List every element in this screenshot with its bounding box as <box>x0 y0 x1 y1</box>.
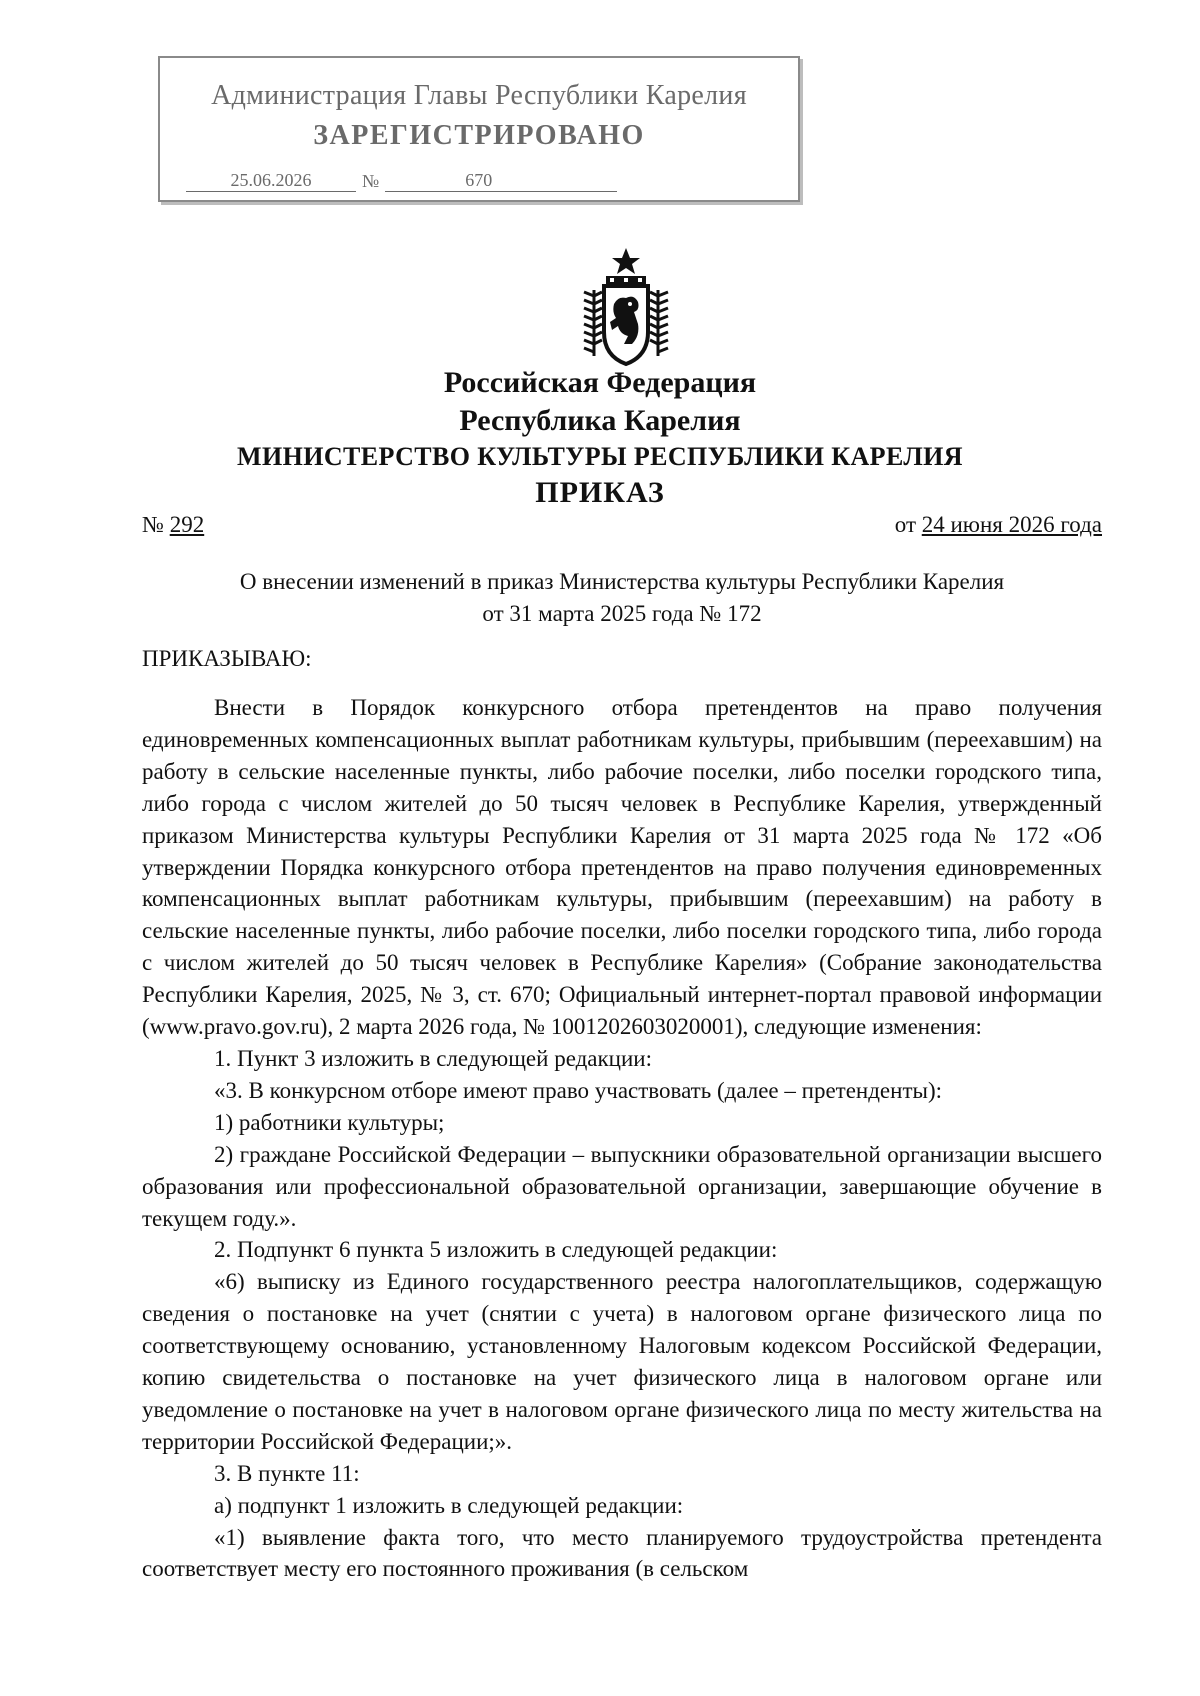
subject-line-2: от 31 марта 2025 года № 172 <box>482 601 762 626</box>
paragraph: 2. Подпункт 6 пункта 5 изложить в следующей редакции: <box>214 1237 778 1263</box>
paragraph: а) подпункт 1 изложить в следующей редакции: <box>214 1492 684 1518</box>
paragraph: 1) работники культуры; <box>214 1109 445 1135</box>
order-subject <box>142 566 1102 630</box>
stamp-status: ЗАРЕГИСТРИРОВАНО <box>313 120 645 151</box>
order-body <box>142 692 1102 1585</box>
stamp-registration-line <box>186 170 617 192</box>
subject-line-1: О внесении изменений в приказ Министерства культуры Республики Карелия <box>239 569 1005 594</box>
karelia-coat-of-arms-icon <box>580 246 672 370</box>
stamp-organization: Администрация Главы Республики Карелия <box>211 80 747 111</box>
stamp-number-label: № <box>362 171 380 191</box>
paragraph: 1. Пункт 3 изложить в следующей редакции: <box>214 1045 652 1071</box>
stamp-number: 670 <box>385 170 617 192</box>
ministry-heading: МИНИСТЕРСТВО КУЛЬТУРЫ РЕСПУБЛИКИ КАРЕЛИЯ <box>237 442 963 471</box>
paragraph: «1) выявление факта того, что место планируемого трудоустройства претендента соответствует месту его постоянного проживания (в сельском <box>142 1524 1102 1582</box>
stamp-date: 25.06.2026 <box>186 170 356 192</box>
order-word: ПРИКАЗЫВАЮ: <box>142 646 312 671</box>
registration-stamp <box>158 56 800 202</box>
paragraph: «3. В конкурсном отборе имеют право участвовать (далее – претенденты): <box>214 1077 942 1103</box>
paragraph: 2) граждане Российской Федерации – выпускники образовательной организации высшего образования или профессиональной образовательной организации, завершающие обучение в текущем году.». <box>142 1141 1102 1231</box>
paragraph: 3. В пункте 11: <box>214 1460 360 1486</box>
region-heading: Республика Карелия <box>459 404 741 437</box>
paragraph: Внести в Порядок конкурсного отбора претендентов на право получения единовременных компенсационных выплат работникам культуры, прибывшим (переехавшим) на работу в сельские населенные пункты, либо рабочие поселки, либо поселки городского типа, либо города с числом жителей до 50 тысяч человек в Республике Карелия, утвержденный приказом Министерства культуры Республики Карелия от 31 марта 2025 года № 172 «Об утверждении Порядка конкурсного отбора претендентов на право получения единовременных компенсационных выплат работникам культуры, прибывшим (переехавшим) на работу в сельские населенные пункты, либо рабочие поселки, либо поселки городского типа, либо города с числом жителей до 50 тысяч человек в Республике Карелия» (Собрание законодательства Республики Карелия, 2025, № 3, ст. 670; Официальный интернет-портал правовой информации (www.pravo.gov.ru), 2 марта 2026 года, № 1001202603020001), следующие изменения: <box>142 695 1102 1040</box>
doc-type-heading: ПРИКАЗ <box>535 476 665 509</box>
country-heading: Российская Федерация <box>443 366 757 399</box>
order-number: № 292 <box>142 512 205 537</box>
paragraph: «6) выписку из Единого государственного реестра налогоплательщиков, содержащую сведения о постановке на учет (снятии с учета) в налоговом органе физического лица по соответствующему основанию, установленному Налоговым кодексом Российской Федерации, копию свидетельства о постановке на учет физического лица в налоговом органе или уведомление о постановке на учет в налоговом органе физического лица по месту жительства на территории Российской Федерации;». <box>142 1269 1102 1454</box>
order-date: от 24 июня 2026 года <box>894 512 1102 537</box>
